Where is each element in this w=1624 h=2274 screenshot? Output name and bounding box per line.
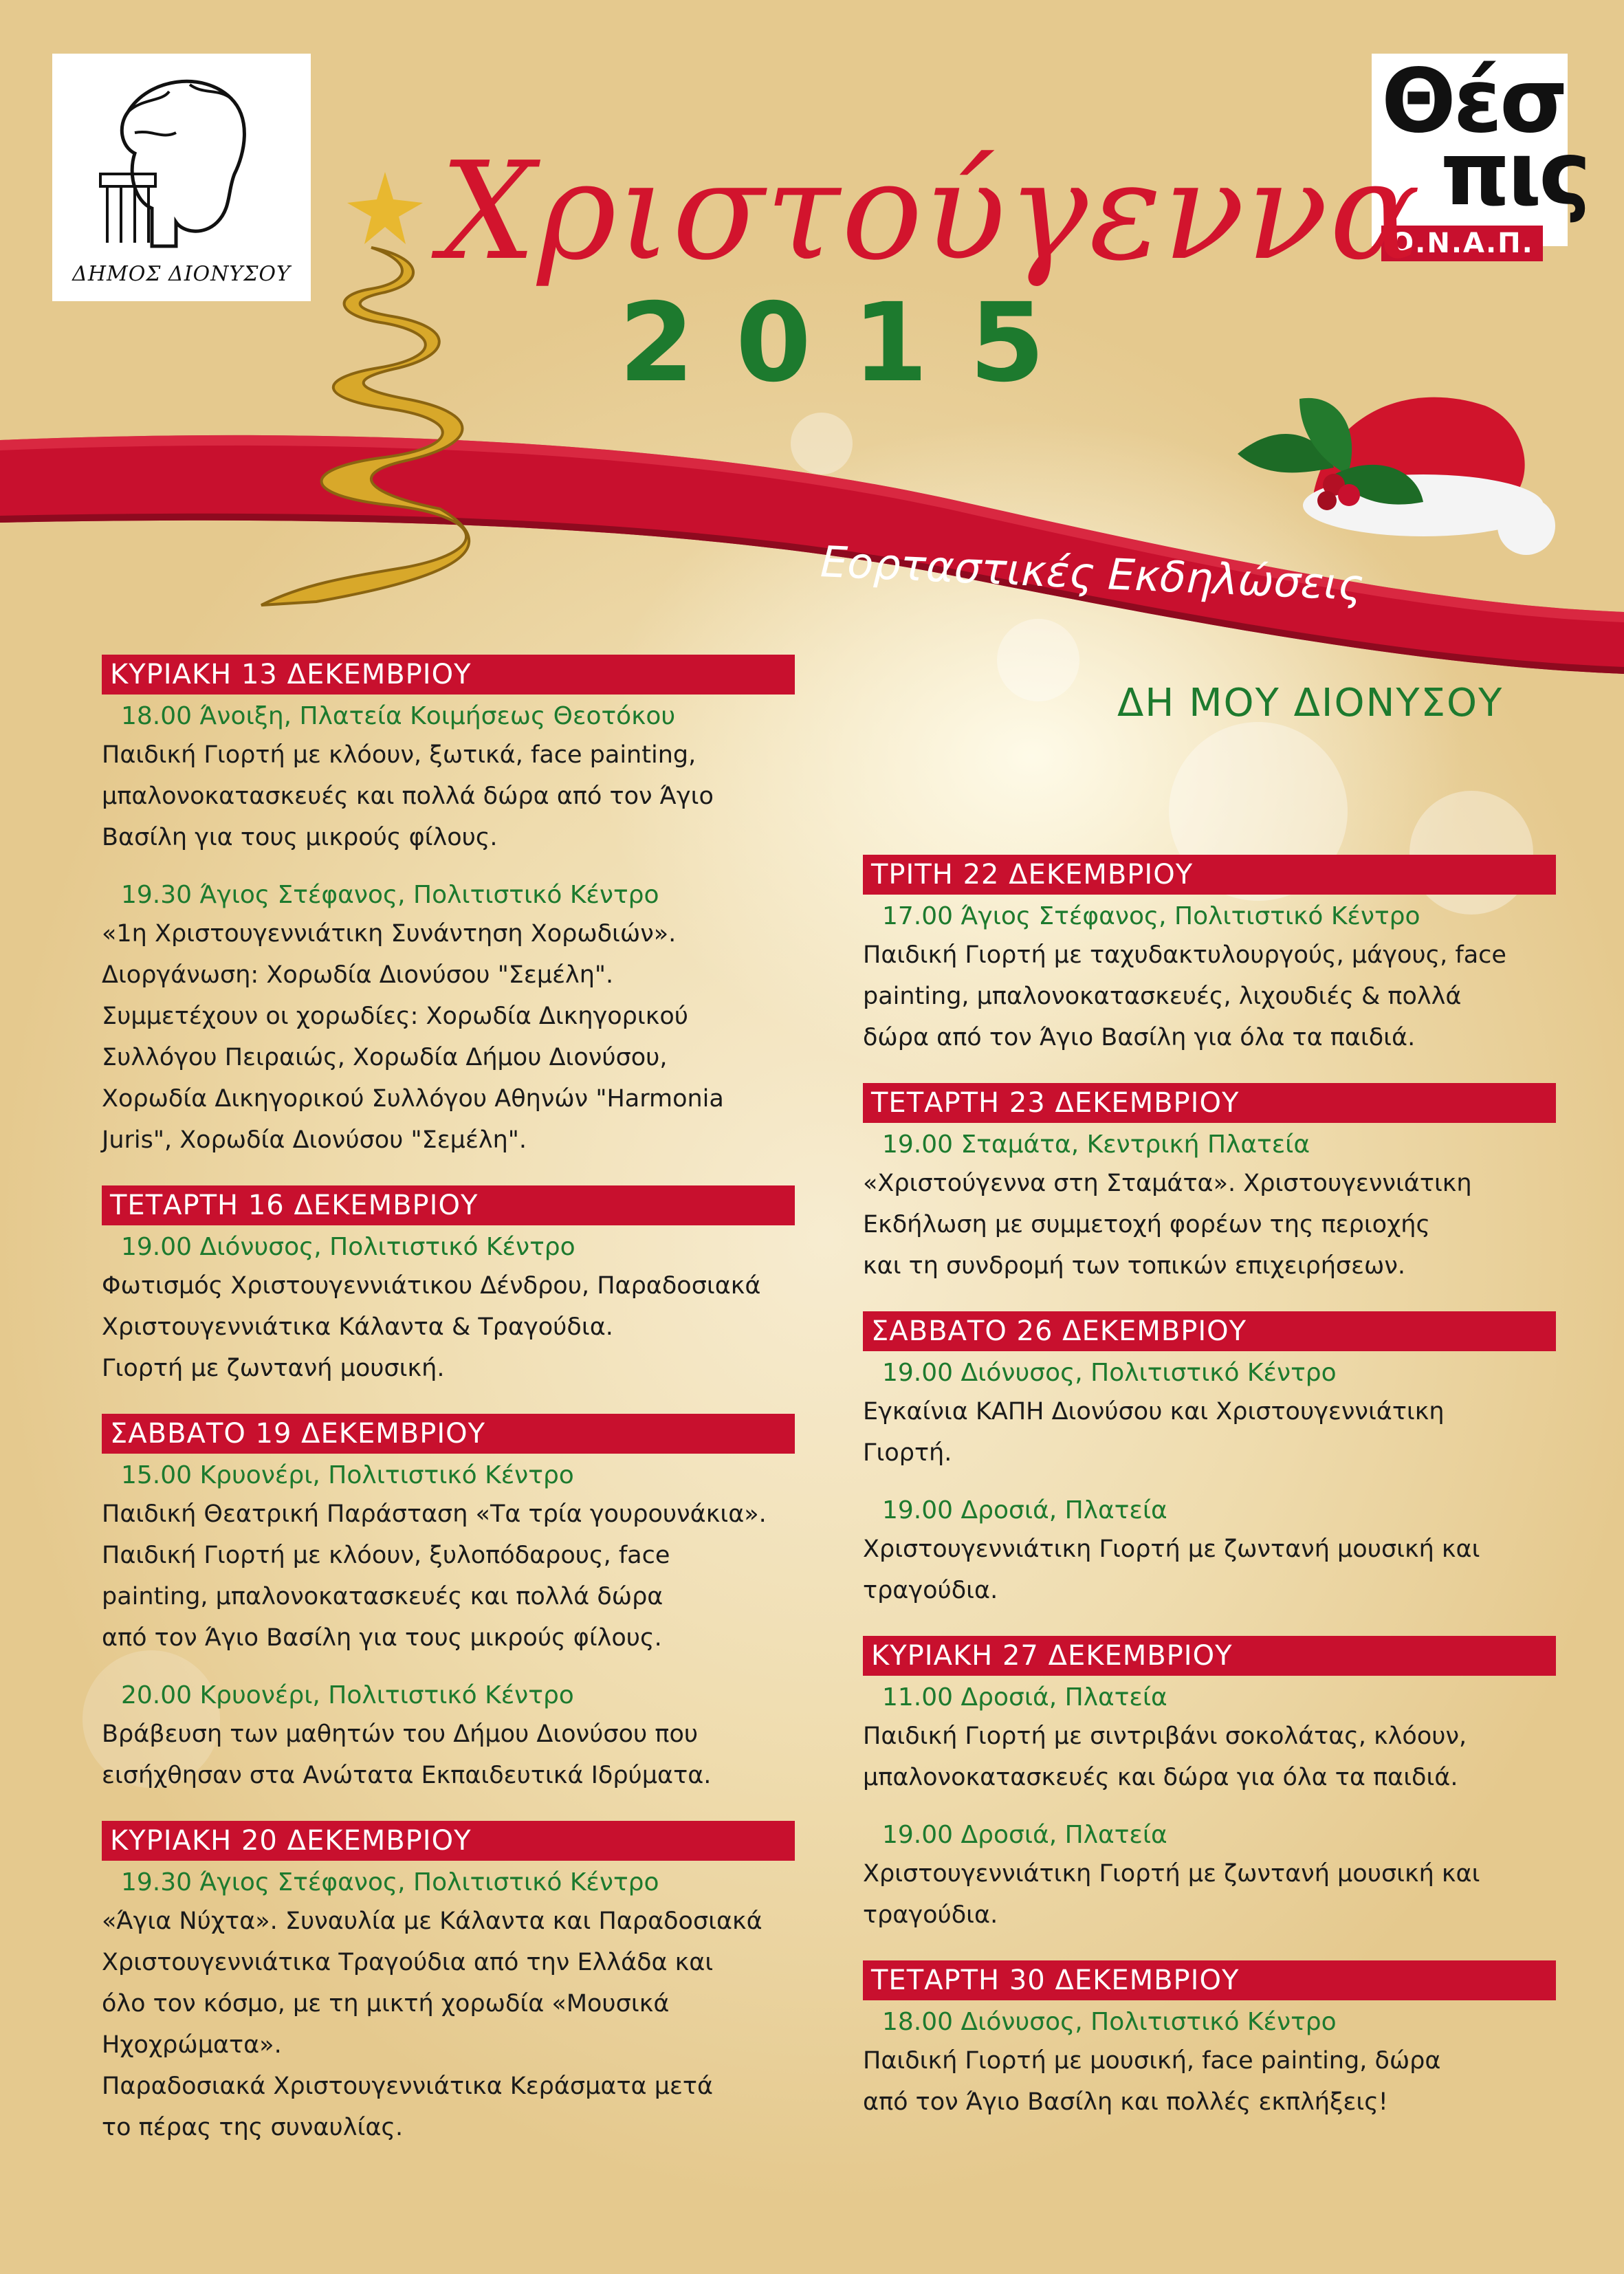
event-description: Χριστουγεννιάτικη Γιορτή με ζωντανή μουσική και τραγούδια. (863, 1860, 1480, 1929)
event-item (863, 1127, 1556, 1287)
santa-hat-icon (1196, 358, 1568, 564)
dimos-logo-text: ΔΗΜΟΣ ΔΙΟΝΥΣΟΥ (72, 262, 291, 286)
page-title: Χριστούγεννα (440, 133, 1422, 290)
event-description: «1η Χριστουγεννιάτικη Συνάντηση Χορωδιών». Διοργάνωση: Χορωδία Διονύσου "Σεμέλη". Συμμετέχουν οι χορωδίες: Χορωδία Δικηγορικού Συλλόγου Πειραιώς, Χορωδία Δήμου Διονύσου, Χορωδία Δικηγορικού Συλλόγου Αθηνών "Harmonia Juris", Χορωδία Διονύσου "Σεμέλη". (102, 920, 724, 1154)
onap-bar: Ο.Ν.Α.Π. (1381, 226, 1543, 261)
event-item (863, 2004, 1556, 2123)
day-header: ΣΑΒΒΑΤΟ 26 ΔΕΚΕΜΒΡΙΟΥ (863, 1311, 1556, 1351)
event-time-location: 19.00 Διόνυσος, Πολιτιστικό Κέντρο (882, 1359, 1337, 1387)
day-header: ΤΕΤΑΡΤΗ 16 ΔΕΚΕΜΒΡΙΟΥ (102, 1185, 795, 1225)
event-item (863, 1680, 1556, 1798)
event-description: Παιδική Γιορτή με κλόουν, ξωτικά, face painting, μπαλονοκατασκευές και πολλά δώρα από τον Άγιο Βασίλη για τους μικρούς φίλους. (102, 741, 714, 851)
event-description: Παιδική Γιορτή με ταχυδακτυλουργούς, μάγους, face painting, μπαλονοκατασκευές, λιχουδιές & πολλά δώρα από τον Άγιο Βασίλη για όλα τα παιδιά. (863, 941, 1506, 1051)
event-item (102, 1229, 795, 1389)
event-item (863, 1817, 1556, 1936)
day-header: ΤΕΤΑΡΤΗ 23 ΔΕΚΕΜΒΡΙΟΥ (863, 1083, 1556, 1123)
schedule-left-column (102, 655, 795, 2173)
event-description: Χριστουγεννιάτικη Γιορτή με ζωντανή μουσική και τραγούδια. (863, 1535, 1480, 1604)
event-item (102, 1678, 795, 1796)
event-description: Παιδική Γιορτή με μουσική, face painting, δώρα από τον Άγιο Βασίλη και πολλές εκπλήξεις! (863, 2047, 1441, 2116)
event-time-location: 19.00 Δροσιά, Πλατεία (882, 1496, 1167, 1524)
thespis-logo-line2: πις (1440, 123, 1588, 226)
day-section (102, 1185, 795, 1389)
thespis-logo-line1: Θέσ (1381, 50, 1566, 153)
event-time-location: 19.00 Διόνυσος, Πολιτιστικό Κέντρο (121, 1233, 575, 1261)
event-description: Εγκαίνια ΚΑΠΗ Διονύσου και Χριστουγεννιάτικη Γιορτή. (863, 1398, 1445, 1467)
event-description: Παιδική Θεατρική Παράσταση «Τα τρία γουρουνάκια». Παιδική Γιορτή με κλόουν, ξυλοπόδαρους, face painting, μπαλονοκατασκευές και πολλά δώρα από τον Άγιο Βασίλη για τους μικρούς φίλους. (102, 1500, 767, 1652)
event-time-location: 11.00 Δροσιά, Πλατεία (882, 1683, 1167, 1712)
event-description: Παιδική Γιορτή με σιντριβάνι σοκολάτας, κλόουν, μπαλονοκατασκευές και δώρα για όλα τα παιδιά. (863, 1723, 1467, 1791)
event-item (102, 1458, 795, 1659)
event-description: Φωτισμός Χριστουγεννιάτικου Δένδρου, Παραδοσιακά Χριστουγεννιάτικα Κάλαντα & Τραγούδια. Γιορτή με ζωντανή μουσική. (102, 1272, 761, 1382)
event-time-location: 19.30 Άγιος Στέφανος, Πολιτιστικό Κέντρο (121, 881, 659, 909)
event-item (102, 1865, 795, 2148)
day-section (863, 1083, 1556, 1287)
year-title: 2015 (619, 280, 1086, 406)
day-header: ΤΕΤΑΡΤΗ 30 ΔΕΚΕΜΒΡΙΟΥ (863, 1960, 1556, 2000)
event-time-location: 18.00 Άνοιξη, Πλατεία Κοιμήσεως Θεοτόκου (121, 702, 676, 730)
event-time-location: 15.00 Κρυονέρι, Πολιτιστικό Κέντρο (121, 1461, 574, 1489)
event-time-location: 19.30 Άγιος Στέφανος, Πολιτιστικό Κέντρο (121, 1868, 659, 1896)
day-section (863, 855, 1556, 1058)
municipality-name: ΔΗ ΜΟΥ ΔΙΟΝΥΣΟΥ (1117, 681, 1504, 725)
event-item (863, 899, 1556, 1058)
day-header: ΤΡΙΤΗ 22 ΔΕΚΕΜΒΡΙΟΥ (863, 855, 1556, 895)
day-section (863, 1960, 1556, 2123)
day-section (102, 1414, 795, 1796)
dimos-dionysou-logo (52, 54, 311, 301)
day-header: ΚΥΡΙΑΚΗ 20 ΔΕΚΕΜΒΡΙΟΥ (102, 1821, 795, 1861)
event-time-location: 17.00 Άγιος Στέφανος, Πολιτιστικό Κέντρο (882, 902, 1420, 930)
event-description: «Άγια Νύχτα». Συναυλία με Κάλαντα και Παραδοσιακά Χριστουγεννιάτικα Τραγούδια από την Ελλάδα και όλο τον κόσμο, με τη μικτή χορωδία «Μουσικά Ηχοχρώματα». Παραδοσιακά Χριστουγεννιάτικα Κεράσματα μετά το πέρας της συναυλίας. (102, 1907, 762, 2141)
day-header: ΣΑΒΒΑΤΟ 19 ΔΕΚΕΜΒΡΙΟΥ (102, 1414, 795, 1454)
event-time-location: 19.00 Δροσιά, Πλατεία (882, 1821, 1167, 1849)
event-description: Βράβευση των μαθητών του Δήμου Διονύσου που εισήχθησαν στα Ανώτατα Εκπαιδευτικά Ιδρύματα. (102, 1720, 712, 1789)
ribbon-subtitle: Εορταστικές Εκδηλώσεις (819, 536, 1365, 611)
day-section (102, 1821, 795, 2148)
event-time-location: 19.00 Σταμάτα, Κεντρική Πλατεία (882, 1130, 1310, 1159)
event-description: «Χριστούγεννα στη Σταμάτα». Χριστουγεννιάτικη Εκδήλωση με συμμετοχή φορέων της περιοχής και τη συνδρομή των τοπικών επιχειρήσεων. (863, 1170, 1472, 1280)
day-header: ΚΥΡΙΑΚΗ 13 ΔΕΚΕΜΒΡΙΟΥ (102, 655, 795, 695)
event-item (863, 1493, 1556, 1611)
dionysus-head-icon (87, 71, 279, 250)
event-item (863, 1355, 1556, 1474)
event-item (102, 699, 795, 858)
day-header: ΚΥΡΙΑΚΗ 27 ΔΕΚΕΜΒΡΙΟΥ (863, 1636, 1556, 1676)
event-time-location: 20.00 Κρυονέρι, Πολιτιστικό Κέντρο (121, 1681, 574, 1709)
day-section (863, 1311, 1556, 1611)
day-section (863, 1636, 1556, 1936)
day-section (102, 655, 795, 1161)
schedule-right-column (863, 855, 1556, 2147)
event-item (102, 877, 795, 1161)
event-time-location: 18.00 Διόνυσος, Πολιτιστικό Κέντρο (882, 2008, 1337, 2036)
